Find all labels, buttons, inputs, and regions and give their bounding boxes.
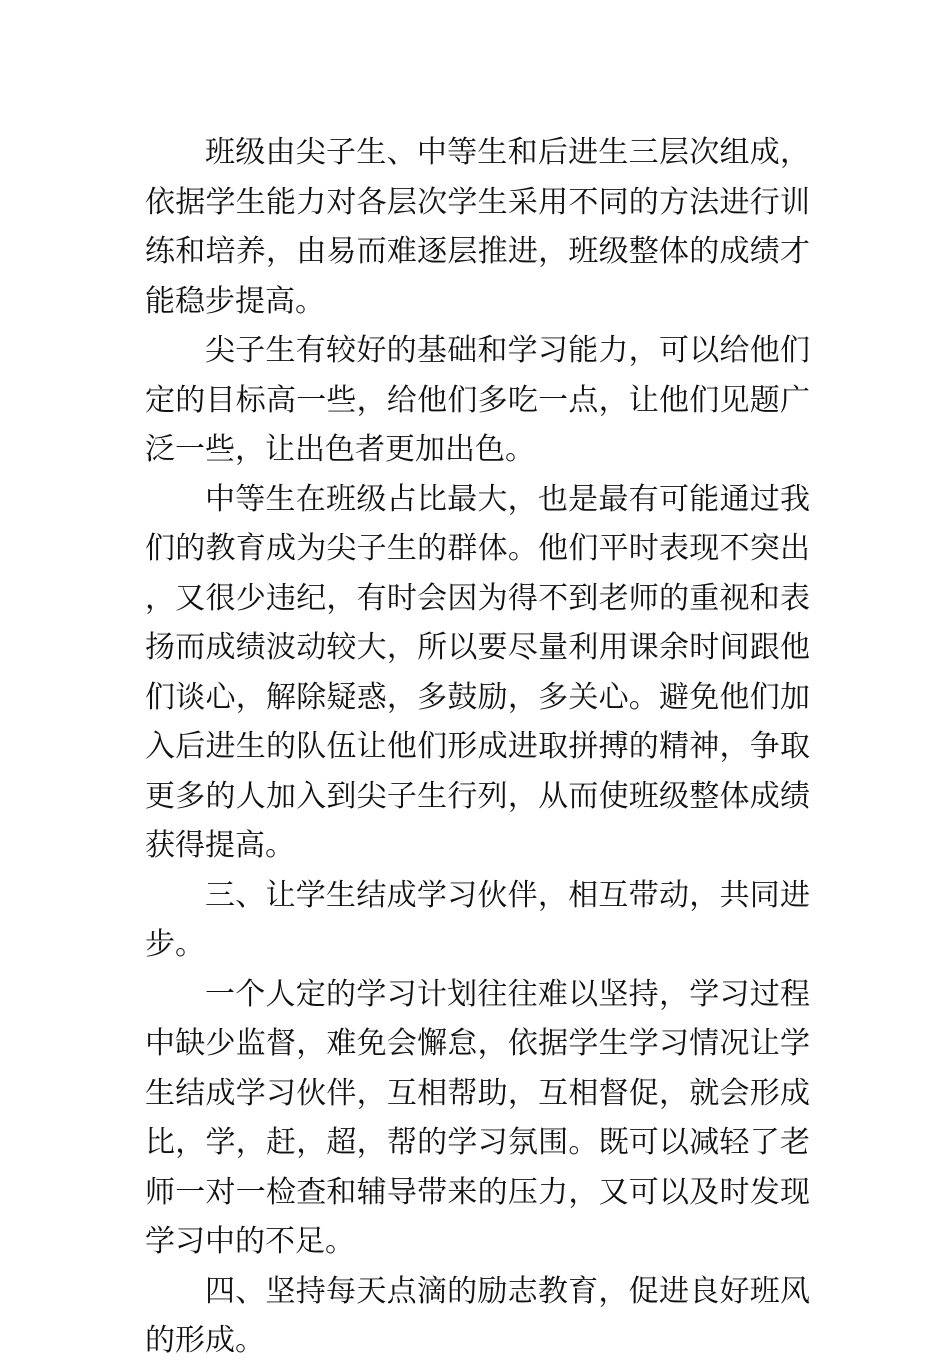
paragraph-study-partners: 一个人定的学习计划往往难以坚持，学习过程中缺少监督，难免会懈怠，依据学生学习情况让学生结成学习伙伴，互相帮助，互相督促，就会形成比，学，赶，超，帮的学习氛围。既可以减轻了老师一对一检查和辅导带来的压力，又可以及时发现学习中的不足。 — [145, 976, 810, 1259]
heading-study-partners: 三、让学生结成学习伙伴，相互带动，共同进步。 — [145, 877, 810, 962]
paragraph-middle-students: 中等生在班级占比最大，也是最有可能通过我们的教育成为尖子生的群体。他们平时表现不突出，又很少违纪，有时会因为得不到老师的重视和表扬而成绩波动较大，所以要尽量利用课余时间跟他们谈心，解除疑惑，多鼓励，多关心。避免他们加入后进生的队伍让他们形成进取拼搏的精神，争取更多的人加入到尖子生行列，从而使班级整体成绩获得提高。 — [145, 481, 810, 863]
document-body — [145, 128, 810, 1366]
paragraph-layered-classes: 班级由尖子生、中等生和后进生三层次组成，依据学生能力对各层次学生采用不同的方法进行训练和培养，由易而难逐层推进，班级整体的成绩才能稳步提高。 — [145, 135, 810, 319]
paragraph-top-students: 尖子生有较好的基础和学习能力，可以给他们定的目标高一些，给他们多吃一点，让他们见题广泛一些，让出色者更加出色。 — [145, 333, 810, 467]
heading-daily-motivation: 四、坚持每天点滴的励志教育，促进良好班风的形成。 — [145, 1273, 810, 1358]
